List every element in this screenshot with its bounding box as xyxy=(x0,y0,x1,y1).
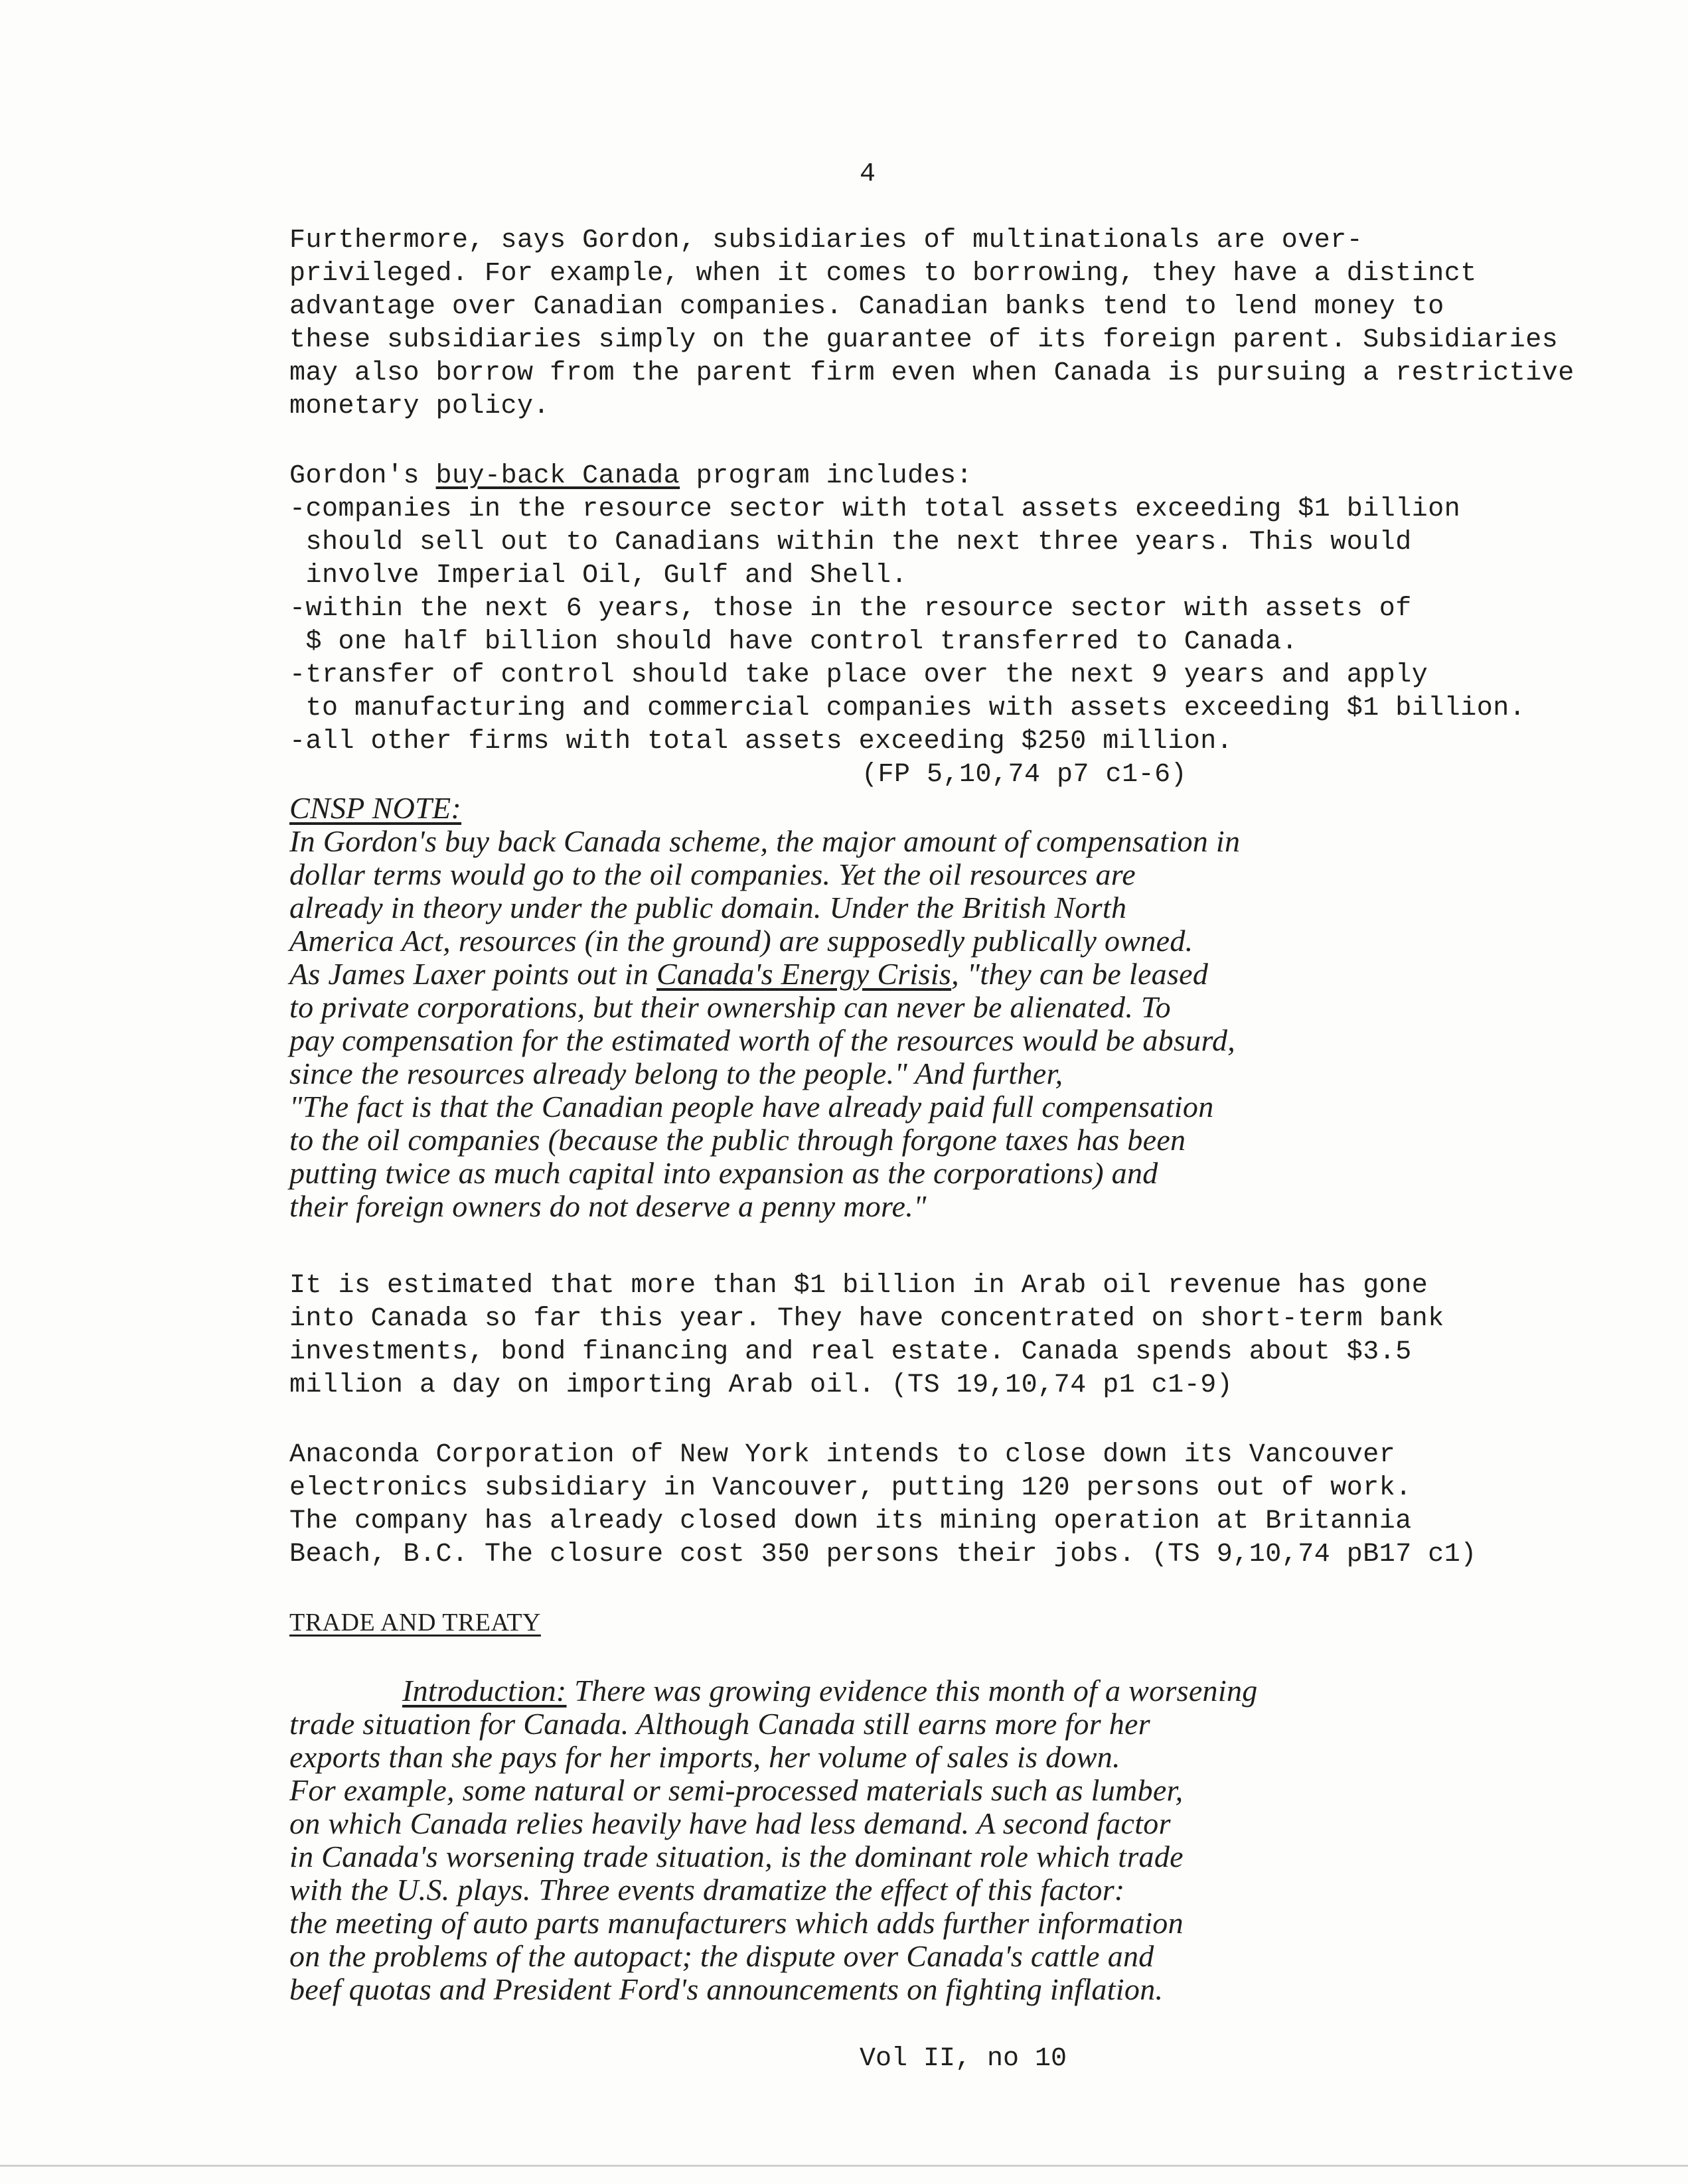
program-item-line: -all other firms with total assets exceeding $250 million. xyxy=(289,727,1233,757)
program-item-line: -companies in the resource sector with total assets exceeding $1 billion xyxy=(289,494,1461,524)
cnsp-note-line: In Gordon's buy back Canada scheme, the major amount of compensation in xyxy=(289,824,1241,858)
cnsp-note-line: "The fact is that the Canadian people have already paid full compensation xyxy=(289,1090,1214,1124)
cnsp-note-line xyxy=(289,958,1208,991)
introduction-line: For example, some natural or semi-processed materials such as lumber, xyxy=(289,1773,1184,1807)
book-title: Canada's Energy Crisis xyxy=(656,957,952,991)
cnsp-note-line: already in theory under the public domain. Under the British North xyxy=(289,891,1127,924)
cnsp-note-line: dollar terms would go to the oil companies. Yet the oil resources are xyxy=(289,857,1136,891)
introduction-line: the meeting of auto parts manufacturers which adds further information xyxy=(289,1906,1184,1940)
program-item-line: -within the next 6 years, those in the resource sector with assets of xyxy=(289,594,1412,624)
introduction-line: beef quotas and President Ford's announcements on fighting inflation. xyxy=(289,1972,1164,2006)
cnsp-note-text: , "they can be leased xyxy=(951,957,1209,991)
program-item-line: -transfer of control should take place over the next 9 years and apply xyxy=(289,660,1428,690)
cnsp-note-text: As James Laxer points out in xyxy=(289,957,656,991)
volume-footer: Vol II, no 10 xyxy=(860,2044,1067,2074)
arab-oil-line: investments, bond financing and real estate. Canada spends about $3.5 xyxy=(289,1337,1412,1367)
introduction-line: with the U.S. plays. Three events dramatize the effect of this factor: xyxy=(289,1873,1125,1907)
anaconda-line: Anaconda Corporation of New York intends to close down its Vancouver xyxy=(289,1440,1396,1470)
cnsp-note-line: to private corporations, but their ownership can never be alienated. To xyxy=(289,990,1171,1024)
cnsp-note-line: pay compensation for the estimated worth of the resources would be absurd, xyxy=(289,1023,1236,1057)
bottom-edge-rule xyxy=(0,2165,1688,2167)
cnsp-note-line: America Act, resources (in the ground) are supposedly publically owned. xyxy=(289,924,1193,958)
page-number: 4 xyxy=(860,159,876,189)
introduction-line: trade situation for Canada. Although Canada still earns more for her xyxy=(289,1707,1150,1741)
program-intro-text: Gordon's xyxy=(289,461,436,491)
section-heading: TRADE AND TREATY xyxy=(289,1609,541,1637)
anaconda-line: electronics subsidiary in Vancouver, putting 120 persons out of work. xyxy=(289,1473,1412,1503)
introduction-line: on which Canada relies heavily have had less demand. A second factor xyxy=(289,1806,1171,1840)
paragraph-1-line: monetary policy. xyxy=(289,392,550,421)
introduction-line: on the problems of the autopact; the dispute over Canada's cattle and xyxy=(289,1939,1154,1973)
arab-oil-line: million a day on importing Arab oil. (TS 19,10,74 p1 c1-9) xyxy=(289,1370,1233,1400)
introduction-line: in Canada's worsening trade situation, is the dominant role which trade xyxy=(289,1840,1184,1873)
introduction-text: There was growing evidence this month of a worsening xyxy=(566,1674,1258,1708)
program-item-line: should sell out to Canadians within the next three years. This would xyxy=(289,528,1412,557)
cnsp-note-line: their foreign owners do not deserve a penny more." xyxy=(289,1189,927,1223)
paragraph-1-line: Furthermore, says Gordon, subsidiaries of multinationals are over- xyxy=(289,226,1363,255)
cnsp-note-line: to the oil companies (because the public through forgone taxes has been xyxy=(289,1123,1186,1157)
program-title: buy-back Canada xyxy=(435,461,680,491)
cnsp-note-line: since the resources already belong to the people." And further, xyxy=(289,1056,1063,1090)
cnsp-note-heading: CNSP NOTE: xyxy=(289,791,462,825)
program-citation: (FP 5,10,74 p7 c1-6) xyxy=(862,760,1188,790)
introduction-line xyxy=(402,1674,1258,1708)
program-item-line: $ one half billion should have control transferred to Canada. xyxy=(289,627,1298,657)
cnsp-note-line: putting twice as much capital into expansion as the corporations) and xyxy=(289,1156,1158,1190)
program-item-line: to manufacturing and commercial companies with assets exceeding $1 billion. xyxy=(289,693,1526,723)
paragraph-1-line: privileged. For example, when it comes to borrowing, they have a distinct xyxy=(289,259,1477,289)
paragraph-1-line: these subsidiaries simply on the guarantee of its foreign parent. Subsidiaries xyxy=(289,325,1559,355)
introduction-line: exports than she pays for her imports, her volume of sales is down. xyxy=(289,1740,1120,1774)
paragraph-1-line: advantage over Canadian companies. Canadian banks tend to lend money to xyxy=(289,292,1444,322)
arab-oil-line: into Canada so far this year. They have concentrated on short-term bank xyxy=(289,1304,1444,1334)
arab-oil-line: It is estimated that more than $1 billion in Arab oil revenue has gone xyxy=(289,1271,1428,1301)
anaconda-line: The company has already closed down its mining operation at Britannia xyxy=(289,1506,1412,1536)
program-intro-text: program includes: xyxy=(680,461,973,491)
program-intro xyxy=(289,460,972,493)
anaconda-line: Beach, B.C. The closure cost 350 persons their jobs. (TS 9,10,74 pB17 c1) xyxy=(289,1540,1477,1569)
paragraph-1-line: may also borrow from the parent firm even when Canada is pursuing a restrictive xyxy=(289,358,1574,388)
introduction-label: Introduction: xyxy=(402,1674,567,1708)
program-item-line: involve Imperial Oil, Gulf and Shell. xyxy=(289,561,908,591)
